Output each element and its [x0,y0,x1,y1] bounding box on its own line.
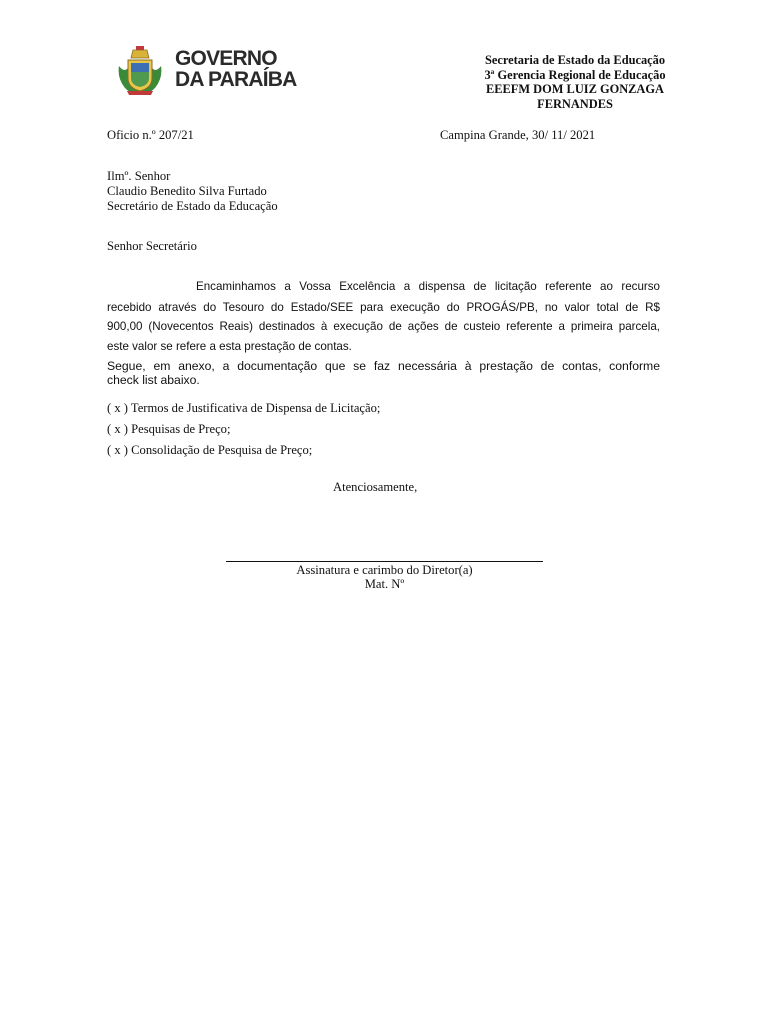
org-line: 3ª Gerencia Regional de Educação [484,67,666,82]
logo-wordmark [175,48,297,90]
signature-label: Assinatura e carimbo do Diretor(a) [296,563,473,577]
organization-header [430,53,720,111]
closing: Atenciosamente, [333,480,418,494]
coat-of-arms-icon [115,44,165,96]
signature-line [226,561,543,562]
oficio-number: Oficio n.º 207/21 [107,128,194,142]
org-line: EEEFM DOM LUIZ GONZAGA [486,82,664,97]
logo-line-1: GOVERNO [175,47,277,70]
body-paragraph-2-line-2: check list abaixo. [107,373,200,387]
recipient-position: Secretário de Estado da Educação [107,199,278,213]
body-paragraph-1-line-3: 900,00 (Novecentos Reais) destinados à execução de ações de custeio referente a primeira parcela, [107,320,660,333]
org-line: FERNANDES [537,96,613,111]
recipient-title: Ilmº. Senhor [107,169,171,183]
recipient-name: Claudio Benedito Silva Furtado [107,184,267,198]
checklist-item: ( x ) Pesquisas de Preço; [107,422,231,436]
body-paragraph-1-line-4: este valor se refere a esta prestação de contas. [107,340,352,353]
body-paragraph-2-line-1: Segue, em anexo, a documentação que se faz necessária à prestação de contas, conforme [107,359,660,373]
signature-mat: Mat. Nº [364,577,405,591]
body-paragraph-1-line-2: recebido através do Tesouro do Estado/SEE para execução do PROGÁS/PB, no valor total de R$ [107,301,660,314]
checklist-item: ( x ) Termos de Justificativa de Dispensa de Licitação; [107,401,381,415]
body-paragraph-1-line-1: Encaminhamos a Vossa Excelência a dispensa de licitação referente ao recurso [196,280,660,293]
org-line: Secretaria de Estado da Educação [484,53,666,67]
salutation: Senhor Secretário [107,239,197,253]
place-date: Campina Grande, 30/ 11/ 2021 [440,128,596,142]
governo-paraiba-logo [115,44,300,96]
logo-line-2: DA PARAÍBA [175,68,297,91]
checklist-item: ( x ) Consolidação de Pesquisa de Preço; [107,443,313,457]
